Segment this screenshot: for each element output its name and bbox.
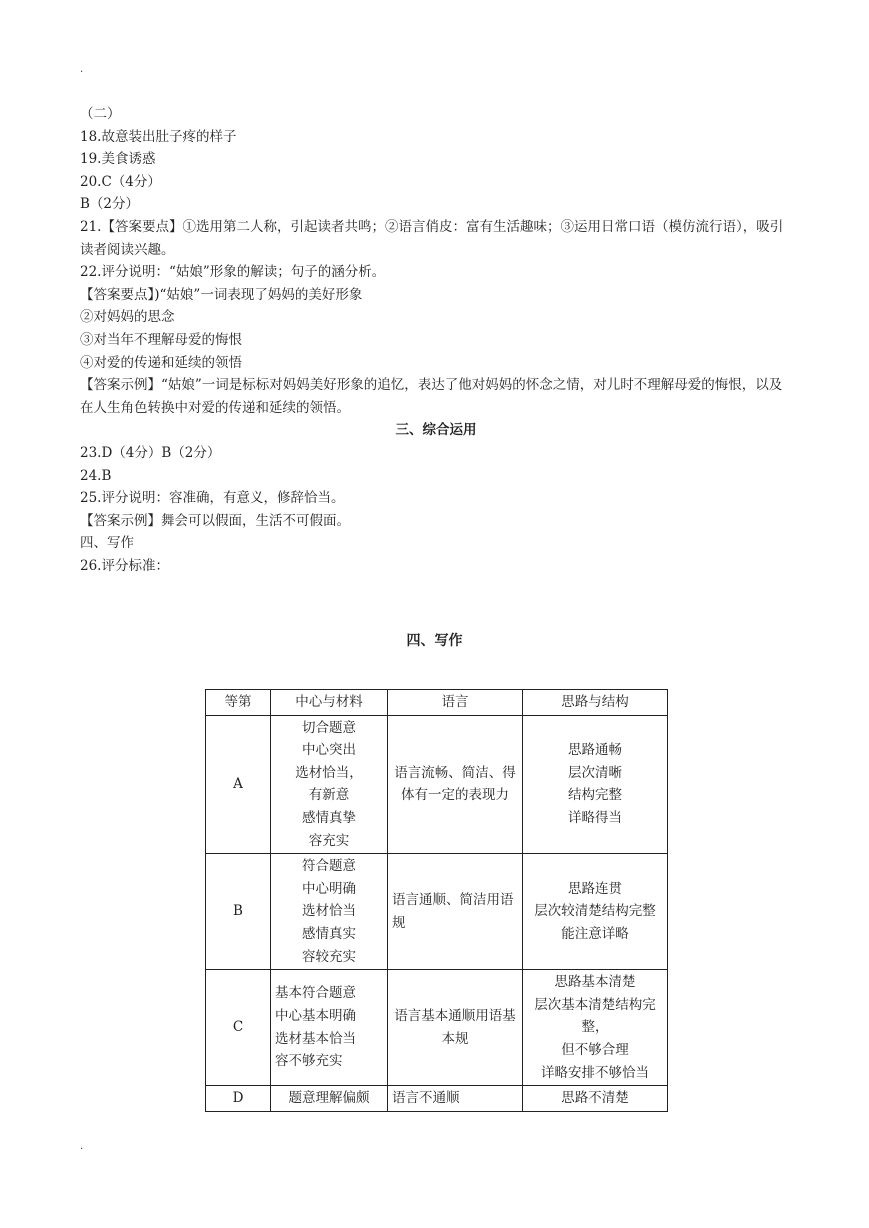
answer-22-point2: ②对妈妈的思念 <box>80 309 175 326</box>
table-row <box>206 715 668 854</box>
page-dot-top: . <box>80 64 84 75</box>
language-cell: 语言基本通顺用语基本规 <box>388 970 523 1086</box>
part3-heading: 三、综合运用 <box>395 422 477 439</box>
answer-19: 19.美食诱惑 <box>80 151 156 168</box>
column-header-grade: 等第 <box>206 690 271 716</box>
cell-line: 中心明确 <box>302 880 356 897</box>
cell-line: 切合题意 <box>302 719 356 736</box>
part4-heading: 四、写作 <box>80 535 134 552</box>
structure-cell <box>523 1086 668 1112</box>
table-header-row <box>206 690 668 716</box>
center-material-cell <box>271 1086 388 1112</box>
cell-line: 中心基本明确 <box>275 1008 356 1025</box>
writing-section-title: 四、写作 <box>406 633 463 649</box>
answer-22-example: 【答案示例】“姑娘”一词是标标对妈妈美好形象的追忆，表达了他对妈妈的怀念之情，对儿时不理解母爱的悔恨，以及在人生角色转换中对爱的传递和延续的领悟。 <box>80 377 783 416</box>
answer-22-point4: ④对爱的传递和延续的领悟 <box>80 354 242 371</box>
answer-22-note: 22.评分说明：“姑娘”形象的解读；句子的涵分析。 <box>80 264 386 281</box>
answer-26: 26.评分标准： <box>80 557 169 574</box>
table-row <box>206 1086 668 1112</box>
cell-line: 感情真挚 <box>302 809 356 826</box>
answer-22-point3: ③对当年不理解母爱的悔恨 <box>80 331 242 348</box>
answer-20b: B（2分） <box>80 196 140 213</box>
structure-cell <box>523 854 668 970</box>
column-header-structure: 思路与结构 <box>523 690 668 716</box>
cell-line: 选材恰当， <box>295 764 363 781</box>
cell-line: 层次基本清楚结构完整， <box>534 996 656 1036</box>
grade-cell: A <box>206 715 271 854</box>
language-cell: 语言流畅、简洁、得体有一定的表现力 <box>388 715 523 854</box>
cell-line: 思路不清楚 <box>561 1090 629 1107</box>
cell-line: 结构完整 <box>568 787 622 804</box>
cell-line: 基本符合题意 <box>275 985 356 1002</box>
cell-line: 有新意 <box>308 787 350 804</box>
structure-cell <box>523 715 668 854</box>
grade-cell: B <box>206 854 271 970</box>
cell-line: 思路基本清楚 <box>554 974 636 991</box>
answer-25-note: 25.评分说明：容准确，有意义，修辞恰当。 <box>80 490 345 507</box>
cell-line: 感情真实 <box>302 925 356 942</box>
cell-line: 思路通畅 <box>568 742 622 759</box>
cell-line: 中心突出 <box>302 742 356 759</box>
cell-line: 详略安排不够恰当 <box>541 1064 649 1081</box>
part2-heading: （二） <box>80 106 121 122</box>
cell-line: 思路连贯 <box>568 880 622 897</box>
writing-grading-table <box>205 689 668 1112</box>
cell-line: 能注意详略 <box>561 925 629 942</box>
cell-line: 但不够合理 <box>561 1041 629 1058</box>
language-cell: 语言不通顺 <box>388 1086 523 1112</box>
center-material-cell <box>271 970 388 1086</box>
answer-21: 21.【答案要点】①选用第二人称，引起读者共鸣；②语言俏皮：富有生活趣味；③运用日常口语（模仿流行语），吸引读者阅读兴趣。 <box>80 218 784 258</box>
answer-25-example: 【答案示例】舞会可以假面，生活不可假面。 <box>80 512 350 529</box>
answer-23: 23.D（4分）B（2分） <box>80 444 221 461</box>
cell-line: 容充实 <box>308 832 350 849</box>
column-header-center: 中心与材料 <box>271 690 388 716</box>
structure-cell <box>523 970 668 1086</box>
table-row <box>206 970 668 1086</box>
column-header-language: 语言 <box>388 690 523 716</box>
language-cell: 语言通顺、简洁用语规 <box>388 854 523 970</box>
center-material-cell <box>271 854 388 970</box>
answer-24: 24.B <box>80 467 112 484</box>
cell-line: 选材基本恰当 <box>275 1030 356 1047</box>
cell-line: 详略得当 <box>568 809 622 826</box>
cell-line: 题意理解偏颇 <box>288 1090 370 1107</box>
cell-line: 选材恰当 <box>302 903 356 920</box>
cell-line: 层次清晰 <box>568 764 622 781</box>
cell-line: 容不够充实 <box>275 1053 343 1070</box>
center-material-cell <box>271 715 388 854</box>
page-dot-bottom: . <box>80 1141 84 1152</box>
cell-line: 层次较清楚结构完整 <box>534 903 656 920</box>
answer-22-point1: 【答案要点】)“姑娘”一词表现了妈妈的美好形象 <box>80 286 363 303</box>
answer-20a: 20.C（4分） <box>80 173 161 190</box>
answer-key-text <box>80 103 792 577</box>
cell-line: 容较充实 <box>302 948 356 965</box>
answer-18: 18.故意装出肚子疼的样子 <box>80 128 237 145</box>
grade-cell: D <box>206 1086 271 1112</box>
table-row <box>206 854 668 970</box>
grade-cell: C <box>206 970 271 1086</box>
cell-line: 符合题意 <box>302 858 356 875</box>
